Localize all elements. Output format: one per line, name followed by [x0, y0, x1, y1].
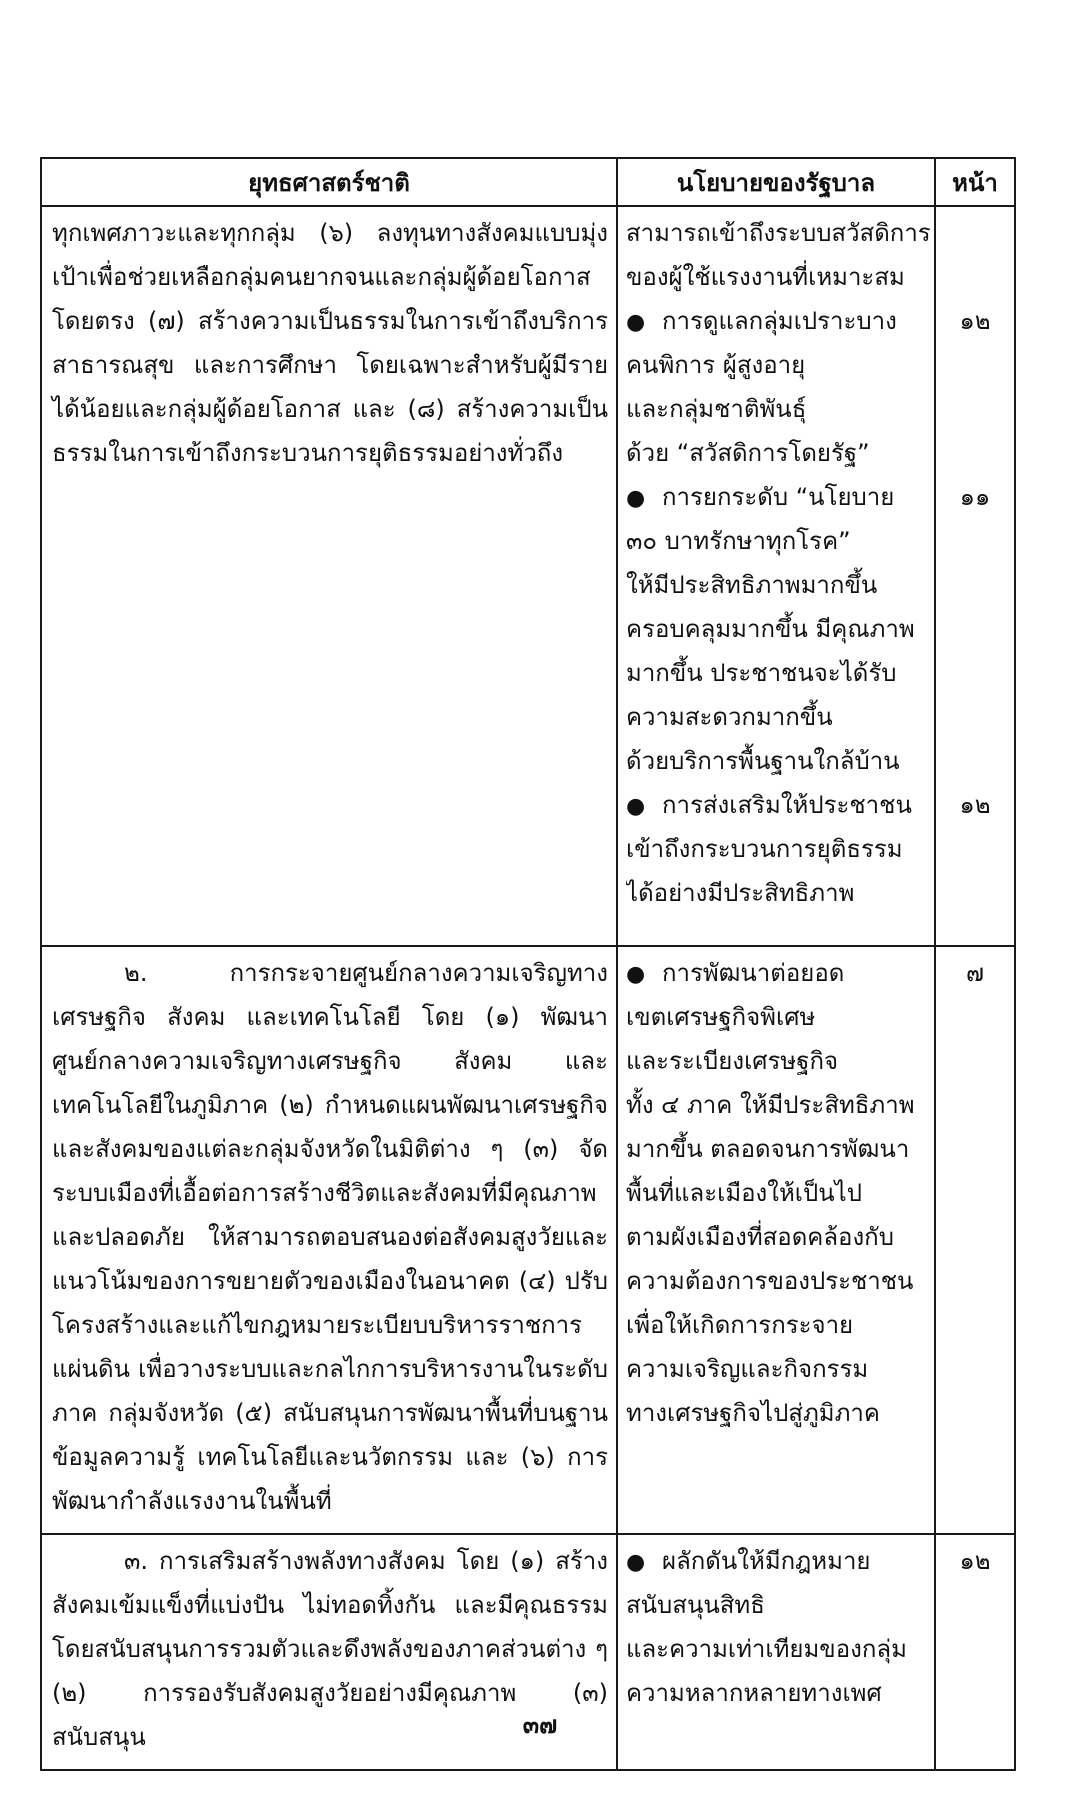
- policy-line: [626, 1215, 934, 1259]
- policy-line: [626, 739, 934, 783]
- page-ref-cell: [935, 206, 1015, 946]
- policy-text: มากขึ้น ประชาชนจะได้รับ: [626, 659, 897, 687]
- page-reference: [936, 1039, 1014, 1083]
- page-reference: ๗: [965, 959, 985, 987]
- policy-text: ได้อย่างมีประสิทธิภาพ: [626, 879, 855, 907]
- policy-line: [626, 1259, 934, 1303]
- policy-text: การส่งเสริมให้ประชาชน: [662, 791, 912, 819]
- page-reference: ๑๑: [959, 483, 991, 511]
- policy-line: [626, 343, 934, 387]
- page-reference: ๑๒: [959, 1547, 991, 1575]
- policy-text: ความต้องการของประชาชน: [626, 1267, 914, 1295]
- table-row: [41, 206, 1015, 946]
- page-reference: [936, 1347, 1014, 1391]
- strategy-cell: [41, 946, 617, 1534]
- policy-text: ๓๐ บาทรักษาทุกโรค”: [626, 527, 851, 555]
- page-reference: [936, 1171, 1014, 1215]
- policy-text: และระเบียงเศรษฐกิจ: [626, 1047, 839, 1075]
- page-reference: [936, 1391, 1014, 1435]
- policy-text: เขตเศรษฐกิจพิเศษ: [626, 1003, 816, 1031]
- page-reference: [936, 651, 1014, 695]
- policy-text: ครอบคลุมมากขึ้น มีคุณภาพ: [626, 615, 915, 643]
- policy-text: และกลุ่มชาติพันธุ์: [626, 395, 807, 423]
- bullet-icon: ●: [626, 794, 646, 819]
- policy-line: [626, 431, 934, 475]
- policy-line: [626, 871, 934, 915]
- policy-text: ด้วย “สวัสดิการโดยรัฐ”: [626, 439, 870, 467]
- policy-text: การยกระดับ “นโยบาย: [662, 483, 895, 511]
- policy-line: [626, 607, 934, 651]
- page-reference: [936, 1127, 1014, 1171]
- policy-text: เข้าถึงกระบวนการยุติธรรม: [626, 835, 903, 863]
- policy-text: สามารถเข้าถึงระบบสวัสดิการ: [626, 219, 931, 247]
- page-reference: [936, 739, 1014, 783]
- policy-line: [626, 1171, 934, 1215]
- table-row: [41, 946, 1015, 1534]
- policy-text: ตามผังเมืองที่สอดคล้องกับ: [626, 1223, 894, 1251]
- bullet-icon: ●: [626, 1550, 646, 1575]
- page-reference: [936, 871, 1014, 915]
- page-reference: [936, 1583, 1014, 1627]
- page-reference: [936, 607, 1014, 651]
- page-reference: [936, 519, 1014, 563]
- header-government-policy: นโยบายของรัฐบาล: [617, 158, 935, 206]
- policy-line: [626, 387, 934, 431]
- policy-text: ความสะดวกมากขึ้น: [626, 703, 833, 731]
- page-reference: ๑๒: [959, 791, 991, 819]
- policy-line: [626, 255, 934, 299]
- policy-text: การดูแลกลุ่มเปราะบาง: [662, 307, 897, 335]
- policy-text: ทั้ง ๔ ภาค ให้มีประสิทธิภาพ: [626, 1091, 915, 1119]
- policy-line: [626, 519, 934, 563]
- page-reference: [936, 431, 1014, 475]
- strategy-text: ๒. การกระจายศูนย์กลางความเจริญทางเศรษฐกิจ สังคม และเทคโนโลยี โดย (๑) พัฒนาศูนย์กลางความเจริญทางเศรษฐกิจ สังคม และเทคโนโลยีในภูมิภาค (๒) กำหนดแผนพัฒนาเศรษฐกิจและสังคมของแต่ละกลุ่มจังหวัดในมิติต่าง ๆ (๓) จัดระบบเมืองที่เอื้อต่อการสร้างชีวิตและสังคมที่มีคุณภาพและปลอดภัย ให้สามารถตอบสนองต่อสังคมสูงวัยและแนวโน้มของการขยายตัวของเมืองในอนาคต (๔) ปรับโครงสร้างและแก้ไขกฎหมายระเบียบบริหารราชการแผ่นดิน เพื่อวางระบบและกลไกการบริหารงานในระดับภาค กลุ่มจังหวัด (๕) สนับสนุนการพัฒนาพื้นที่บนฐานข้อมูลความรู้ เทคโนโลยีและนวัตกรรม และ (๖) การพัฒนากำลังแรงงานในพื้นที่: [52, 959, 608, 1515]
- policy-line: [626, 995, 934, 1039]
- table-header-row: [41, 158, 1015, 206]
- policy-cell: [617, 206, 935, 946]
- policy-text: เพื่อให้เกิดการกระจาย: [626, 1311, 854, 1339]
- policy-line: [626, 651, 934, 695]
- policy-line: [626, 1627, 934, 1671]
- bullet-icon: ●: [626, 310, 646, 335]
- bullet-icon: ●: [626, 486, 646, 511]
- policy-text: การพัฒนาต่อยอด: [662, 959, 845, 987]
- header-national-strategy: ยุทธศาสตร์ชาติ: [41, 158, 617, 206]
- policy-text: คนพิการ ผู้สูงอายุ: [626, 351, 806, 379]
- policy-text: ให้มีประสิทธิภาพมากขึ้น: [626, 571, 878, 599]
- policy-line: [626, 827, 934, 871]
- strategy-text: ทุกเพศภาวะและทุกกลุ่ม (๖) ลงทุนทางสังคมแบบมุ่งเป้าเพื่อช่วยเหลือกลุ่มคนยากจนและกลุ่มผู้ด้อยโอกาสโดยตรง (๗) สร้างความเป็นธรรมในการเข้าถึงบริการสาธารณสุข และการศึกษา โดยเฉพาะสำหรับผู้มีรายได้น้อยและกลุ่มผู้ด้อยโอกาส และ (๘) สร้างความเป็นธรรมในการเข้าถึงกระบวนการยุติธรรมอย่างทั่วถึง: [52, 219, 608, 467]
- policy-text: ทางเศรษฐกิจไปสู่ภูมิภาค: [626, 1399, 880, 1427]
- strategy-cell: [41, 206, 617, 946]
- policy-strategy-table: [40, 157, 1016, 1771]
- policy-line: [626, 951, 934, 995]
- page-reference: [936, 1083, 1014, 1127]
- policy-text: พื้นที่และเมืองให้เป็นไป: [626, 1179, 862, 1207]
- page-reference: [936, 1259, 1014, 1303]
- page-reference: ๑๒: [959, 307, 991, 335]
- policy-line: [626, 211, 934, 255]
- page-reference: [936, 211, 1014, 255]
- policy-line: [626, 1303, 934, 1347]
- policy-line: [626, 475, 934, 519]
- page-ref-cell: [935, 946, 1015, 1534]
- policy-line: [626, 1583, 934, 1627]
- policy-text: ความเจริญและกิจกรรม: [626, 1355, 869, 1383]
- strategy-text: ๓. การเสริมสร้างพลังทางสังคม โดย (๑) สร้างสังคมเข้มแข็งที่แบ่งปัน ไม่ทอดทิ้งกัน และมีคุณธรรมโดยสนับสนุนการรวมตัวและดึงพลังของภาคส่วนต่าง ๆ (๒) การรองรับสังคมสูงวัยอย่างมีคุณภาพ (๓) สนับสนุน: [52, 1547, 608, 1751]
- policy-line: [626, 783, 934, 827]
- page-reference: [936, 563, 1014, 607]
- page-reference: [936, 995, 1014, 1039]
- policy-line: [626, 1539, 934, 1583]
- policy-line: [626, 1347, 934, 1391]
- policy-text: และความเท่าเทียมของกลุ่ม: [626, 1635, 907, 1663]
- page-reference: [936, 387, 1014, 431]
- page-number: ๓๗: [522, 1711, 558, 1739]
- page-reference: [936, 255, 1014, 299]
- policy-line: [626, 1391, 934, 1435]
- policy-line: [626, 299, 934, 343]
- policy-text: ด้วยบริการพื้นฐานใกล้บ้าน: [626, 747, 900, 775]
- policy-line: [626, 1083, 934, 1127]
- policy-text: ผลักดันให้มีกฎหมาย: [662, 1547, 871, 1575]
- page-reference: [936, 1627, 1014, 1671]
- header-page: หน้า: [935, 158, 1015, 206]
- policy-cell: [617, 946, 935, 1534]
- policy-line: [626, 1127, 934, 1171]
- page-reference: [936, 695, 1014, 739]
- policy-line: [626, 563, 934, 607]
- page-reference: [936, 343, 1014, 387]
- page-reference: [936, 1303, 1014, 1347]
- page-reference: [936, 1215, 1014, 1259]
- policy-text: ของผู้ใช้แรงงานที่เหมาะสม: [626, 263, 905, 291]
- bullet-icon: ●: [626, 962, 646, 987]
- policy-text: สนับสนุนสิทธิ: [626, 1591, 765, 1619]
- policy-text: ความหลากหลายทางเพศ: [626, 1679, 882, 1707]
- policy-text: มากขึ้น ตลอดจนการพัฒนา: [626, 1135, 910, 1163]
- policy-line: [626, 1039, 934, 1083]
- policy-line: [626, 695, 934, 739]
- page-reference: [936, 827, 1014, 871]
